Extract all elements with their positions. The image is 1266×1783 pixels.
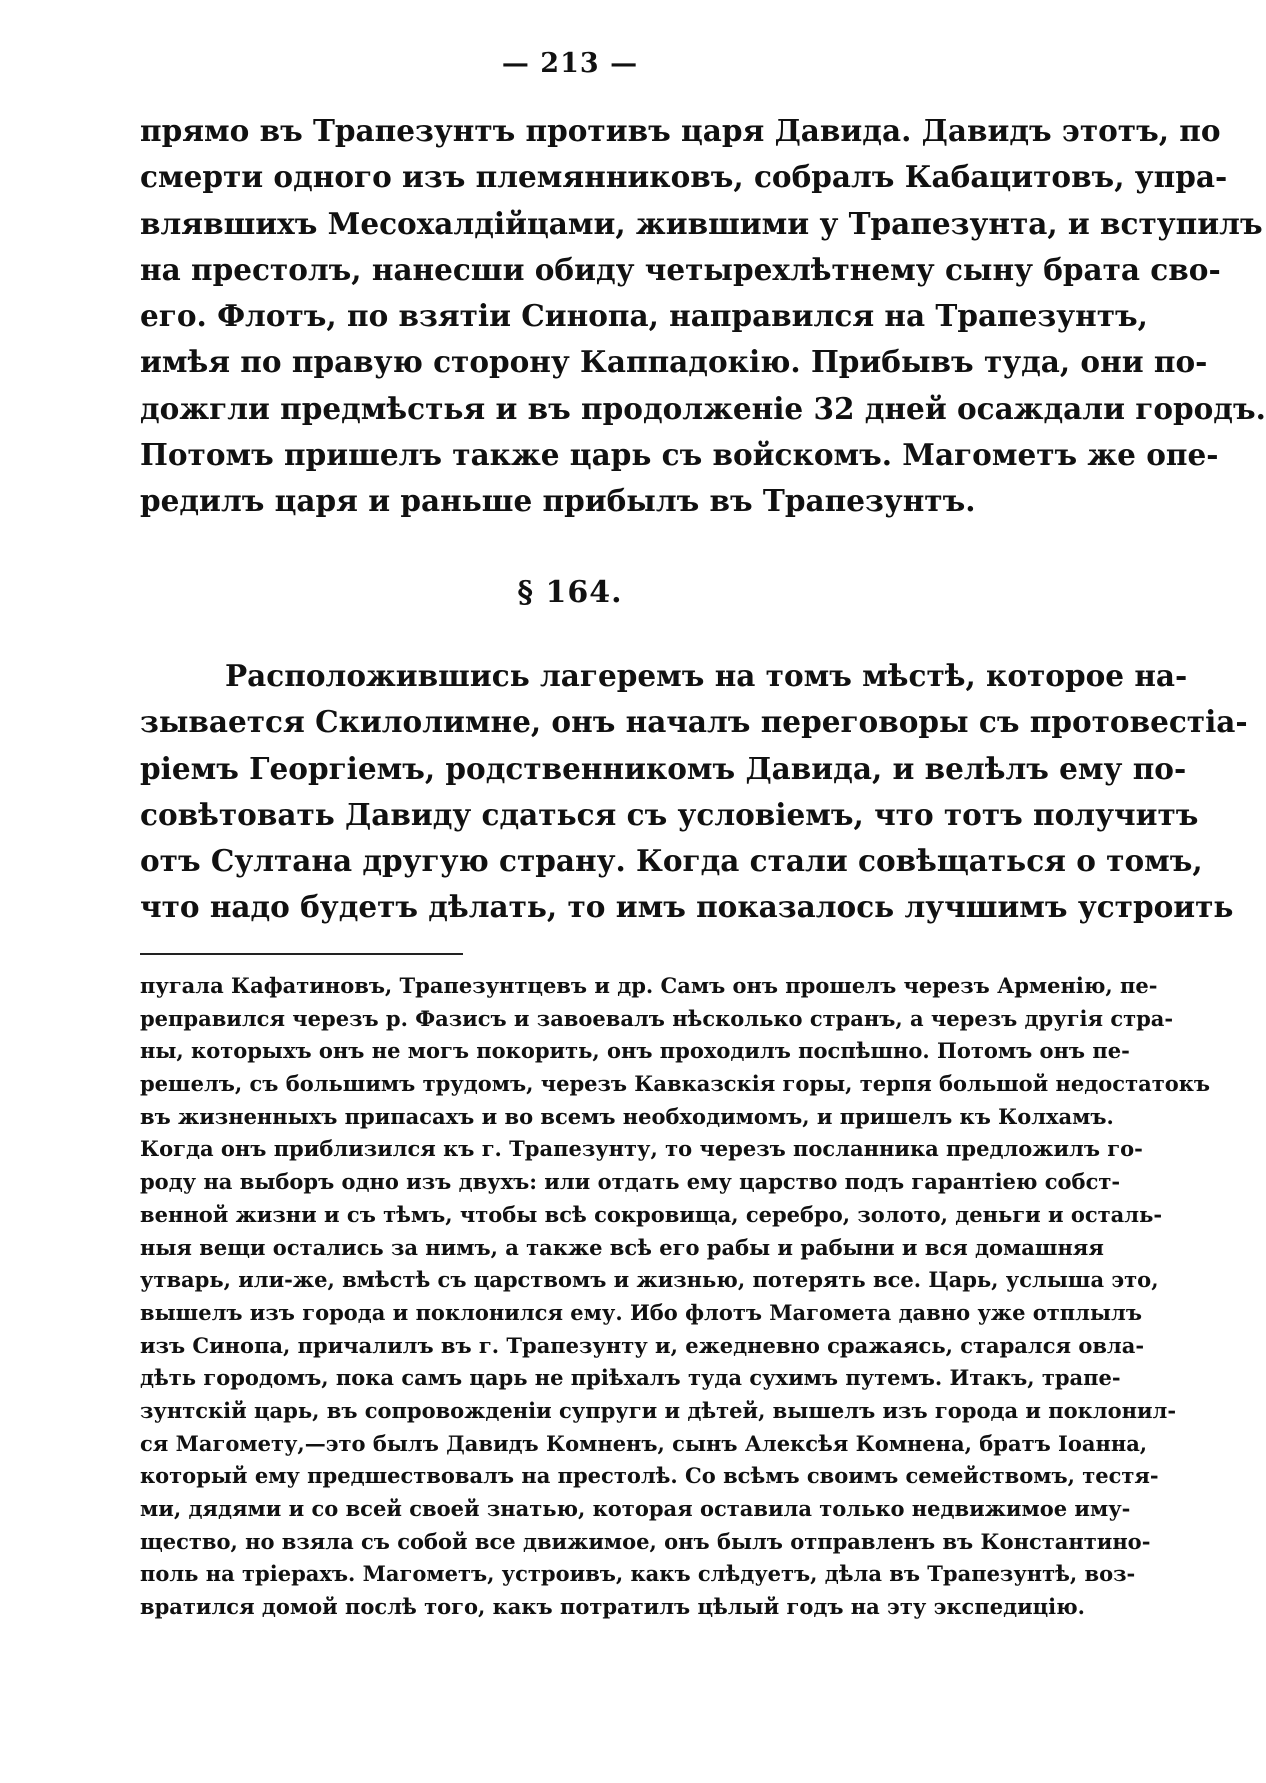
text-line: ріемъ Георгіемъ, родственникомъ Давида, и велѣлъ ему по-: [140, 750, 1187, 786]
footnote-line: щество, но взяла съ собой все движимое, онъ былъ отправленъ въ Константино-: [140, 1528, 1151, 1554]
text-line: имѣя по правую сторону Каппадокію. Прибывъ туда, они по-: [140, 344, 1208, 380]
footnote: [140, 970, 1210, 1624]
main-paragraph-2: [140, 653, 1248, 931]
footnote-line: дѣть городомъ, пока самъ царь не пріѣхалъ туда сухимъ путемъ. Итакъ, трапе-: [140, 1365, 1121, 1391]
footnote-line: реправился черезъ р. Фазисъ и завоевалъ нѣсколько странъ, а черезъ другія стра-: [140, 1005, 1174, 1031]
footnote-line: вышелъ изъ города и поклонился ему. Ибо флотъ Магомета давно уже отплылъ: [140, 1299, 1142, 1325]
text-line: отъ Султана другую страну. Когда стали совѣщаться о томъ,: [140, 843, 1203, 879]
footnote-line: роду на выборъ одно изъ двухъ: или отдать ему царство подъ гарантіею собст-: [140, 1169, 1121, 1195]
text-line: Потомъ пришелъ также царь съ войскомъ. Магометъ же опе-: [140, 437, 1219, 473]
footnote-line: изъ Синопа, причалилъ въ г. Трапезунту и, ежедневно сражаясь, старался овла-: [140, 1332, 1145, 1358]
text-line: влявшихъ Месохалдійцами, жившими у Трапезунта, и вступилъ: [140, 205, 1263, 241]
footnote-line: ныя вещи остались за нимъ, а также всѣ его рабы и рабыни и вся домашняя: [140, 1234, 1104, 1260]
footnote-divider: [140, 953, 463, 955]
footnote-line: Когда онъ приблизился къ г. Трапезунту, то черезъ посланника предложилъ го-: [140, 1136, 1143, 1162]
text-line: смерти одного изъ племянниковъ, собралъ Кабацитовъ, упра-: [140, 159, 1228, 195]
text-line: что надо будетъ дѣлать, то имъ показалось лучшимъ устроить: [140, 889, 1234, 925]
footnote-line: ся Магомету,—это былъ Давидъ Комненъ, сынъ Алексѣя Комнена, братъ Іоанна,: [140, 1430, 1148, 1456]
footnote-line: ми, дядями и со всей своей знатью, которая оставила только недвижимое иму-: [140, 1496, 1131, 1521]
page-number: — 213 —: [501, 48, 639, 79]
text-line: Расположившись лагеремъ на томъ мѣстѣ, которое на-: [225, 658, 1188, 693]
footnote-line: пугала Кафатиновъ, Трапезунтцевъ и др. Самъ онъ прошелъ черезъ Арменію, пе-: [140, 973, 1158, 998]
text-line: редилъ царя и раньше прибылъ въ Трапезунтъ.: [140, 483, 976, 519]
text-line: его. Флотъ, по взятіи Синопа, направился на Трапезунтъ,: [140, 298, 1148, 334]
text-line: совѣтовать Давиду сдаться съ условіемъ, что тотъ получитъ: [140, 796, 1199, 832]
footnote-line: утварь, или-же, вмѣстѣ съ царствомъ и жизнью, потерять все. Царь, услыша это,: [140, 1267, 1159, 1293]
text-line: прямо въ Трапезунтъ противъ царя Давида. Давидъ этотъ, по: [140, 113, 1221, 148]
footnote-line: венной жизни и съ тѣмъ, чтобы всѣ сокровища, серебро, золото, деньги и осталь-: [140, 1201, 1163, 1227]
footnote-line: зунтскій царь, въ сопровожденіи супруги и дѣтей, вышелъ изъ города и поклонил-: [140, 1397, 1177, 1423]
section-heading: § 164.: [517, 575, 623, 610]
main-paragraph-1: [140, 108, 1266, 525]
text-line: на престолъ, нанесши обиду четырехлѣтнему сыну брата сво-: [140, 251, 1221, 287]
footnote-line: вратился домой послѣ того, какъ потратилъ цѣлый годъ на эту экспедицію.: [140, 1594, 1085, 1620]
footnote-line: ны, которыхъ онъ не могъ покорить, онъ проходилъ поспѣшно. Потомъ онъ пе-: [140, 1038, 1130, 1064]
footnote-line: въ жизненныхъ припасахъ и во всемъ необходимомъ, и пришелъ къ Колхамъ.: [140, 1103, 1114, 1129]
text-line: зывается Скилолимне, онъ началъ переговоры съ протовестіа-: [140, 704, 1248, 740]
footnote-line: решелъ, съ большимъ трудомъ, черезъ Кавказскія горы, терпя большой недостатокъ: [140, 1071, 1210, 1097]
footnote-line: который ему предшествовалъ на престолѣ. Со всѣмъ своимъ семействомъ, тестя-: [140, 1463, 1159, 1489]
footnote-line: поль на тріерахъ. Магометъ, устроивъ, какъ слѣдуетъ, дѣла въ Трапезунтѣ, воз-: [140, 1561, 1136, 1587]
text-line: дожгли предмѣстья и въ продолженіе 32 дней осаждали городъ.: [140, 390, 1266, 426]
